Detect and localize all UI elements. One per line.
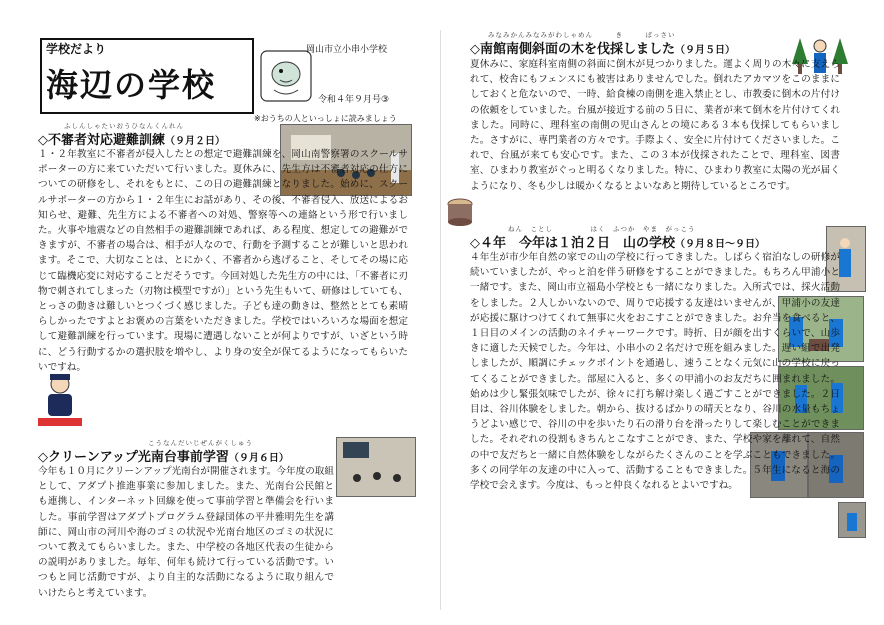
section4-date: （９月８日～９日） <box>675 239 765 250</box>
section4-paragraph: ４年生が市少年自然の家での山の学校に行ってきました。しばらく宿泊なしの研修が続いていましたが、やっと泊を伴う研修をすることができました。もちろん甲浦小と一緒です。また、岡山市立福島小学校とも一緒になりました。入所式では、採火活動をしました。２人しかいないので、周りで応援する友達はいませんが、甲浦小の友達が応援に駆けつけてくれて無事に火をおこすことができました。お弁当を食べると、１日目のメインの活動のネイチャーワークです。時折、日が顔を出すくらいで、山歩きに適した天候でした。今年は、小串小の２名だけで班を組みました。遅い組で出発しましたが、順調にチェックポイントを通過し、速うことなく元気に山の学校に戻ってくることができました。部屋に入ると、多くの甲浦小のお友だちに囲まれました。始めは少し緊張気味でしたが、徐々に打ち解け楽しく過ごすことができました。２日目は、谷川体験をしました。朝から、抜けるばかりの晴天となり、谷川の水量もちょうどよい感じで、谷川の中を歩いたり石の滑り台を滑ったりして楽しむことができました。それぞれの役割もきちんとこなすことができ、また、学校や家を離れて、自然の中で友だちと一緒に自然体験をしながらたくさんのことを学ぶこともできました。多くの同学年の友達の中に入って、活動することもできました。５年生になると海の学校で会えます。今度は、もっと仲良くなれるとよいですね。 <box>470 252 840 492</box>
mascot-logo-icon <box>260 50 312 102</box>
newsletter-label: 学校だより <box>46 42 107 56</box>
section4-heading <box>470 232 765 251</box>
section2-title: ◇クリーンアップ光南台事前学習 <box>38 450 229 465</box>
section2-date: （９月６日） <box>228 453 289 464</box>
section1-paragraph: １・２年教室に不審者が侵入したとの想定で避難訓練を、岡山南警察署のスクールサポーターの方に来ていただいて行いました。夏休みに、先生方は不審者対応の仕方についての研修をし、それをもとに、この日の避難訓練となりました。始めに、スクールサポーターの方から１・２年生にお話があり、その後、不審者侵入、放送によるお知らせ、避難、先生方による不審者への対処、警察等への連絡という形で行いました。火事や地震などの自然相手の避難訓練であれば、ある程度、想定しての避難ができますが、不審者の場合は、相手が人なので、行動を予測することが難しいと思われます。そこで、大切なことは、とにかく、不審者から逃げること、そしてその場に応じて臨機応変に対応することだそうです。今回対処した先生方の中には、「不審者に刃物で刺されてしまった（刃物は模型ですが）」という先生もいて、研修はしていても、とっさの動きは難しいとつくづく感じました。子ども達の動きは、整然ととても素晴らしかったですよとお褒めの言葉をいただきました。学校ではいろいろな場面を想定して避難訓練を行っています。現場に遭遇しないことが何よりですが、いざという時に、どう行動するかの選択肢を増やし、より身の安全が保てるようになってもらいたいですね。 <box>38 149 408 373</box>
section1-ruby: ふしんしゃたいおうひなんくんれん <box>64 122 184 130</box>
section3-body <box>470 57 840 194</box>
tree-stump-icon <box>444 196 476 228</box>
section3-date: （９月５日） <box>675 45 735 56</box>
section3-ruby: みなみかんみなみがわしゃめん き ばっさい <box>488 31 676 39</box>
section3-heading <box>470 38 735 57</box>
reading-note: ※おうちの人といっしょに読みましょう <box>254 114 397 123</box>
section3-paragraph: 夏休みに、家庭科室南側の斜面に倒木が見つかりました。運よく周りの木々に支えられて、校舎にもフェンスにも被害はありませんでした。倒れたアカマツをこのままにしておくと危ないので、一時、給食棟の南側を進入禁止とし、市教委に倒木の片付けの依頼をしていました。台風が接近する前の５日に、業者が来て倒木を片付けてくれました。同時に、理科室の南側の児山さんとの境にある３本も伐採してもらいました。さすがに、専門業者の方々です。手際よく、安全に片付けてくださいました。これで、台風が来ても安心です。また、この３本が伐採されたことで、理科室、図書室、ひまわり教室がぐっと明るくなりました。特に、ひまわり教室に太陽の光が届くようになり、冬も少しは暖かくなるとよいなあと期待しているところです。 <box>470 59 840 192</box>
section2-ruby: こうなんだいじぜんがくしゅう <box>148 439 253 447</box>
section2-paragraph: 今年も１０月にクリーンアップ光南台が開催されます。今年度の取組として、アダプト推進事業に参加しました。また、光南台公民館とも連携し、インターネット回線を使って事前学習と準備会を行いました。事前学習はアダプトプログラム登録団体の平井雅明先生を講師に、岡山市の河川や海のゴミの状況や光南台地区のゴミの状況について教えてもらいました。また、中学校の各地区代表の生徒からの説明がありました。毎年、何年も続けて行っている活動です。いつもと同じ活動ですが、より自主的な活動になるように取り組んでいけたらと考えています。 <box>38 466 334 599</box>
section4-title: ◇４年 今年は１泊２日 山の学校 <box>470 236 675 251</box>
issue-number: 令和４年９月号③ <box>318 95 390 105</box>
section1-title: ◇不審者対応避難訓練 <box>38 133 165 148</box>
section1-date: （９月２日） <box>165 136 225 147</box>
section4-body <box>470 250 840 493</box>
section3-title: ◇南館南側斜面の木を伐採しました <box>470 42 675 57</box>
column-divider <box>440 30 441 610</box>
school-name: 岡山市立小串小学校 <box>306 45 388 55</box>
section2-heading <box>38 446 289 465</box>
police-officer-illustration <box>36 370 84 430</box>
camp-photo-6 <box>838 502 866 538</box>
section1-heading <box>38 129 225 148</box>
online-study-photo <box>336 437 416 497</box>
section1-body-a <box>38 147 408 375</box>
newsletter-title: 海辺の学校 <box>46 66 217 104</box>
section4-ruby: ねん ことし はく ふつか やま がっこう <box>508 225 696 233</box>
section2-body <box>38 464 334 601</box>
